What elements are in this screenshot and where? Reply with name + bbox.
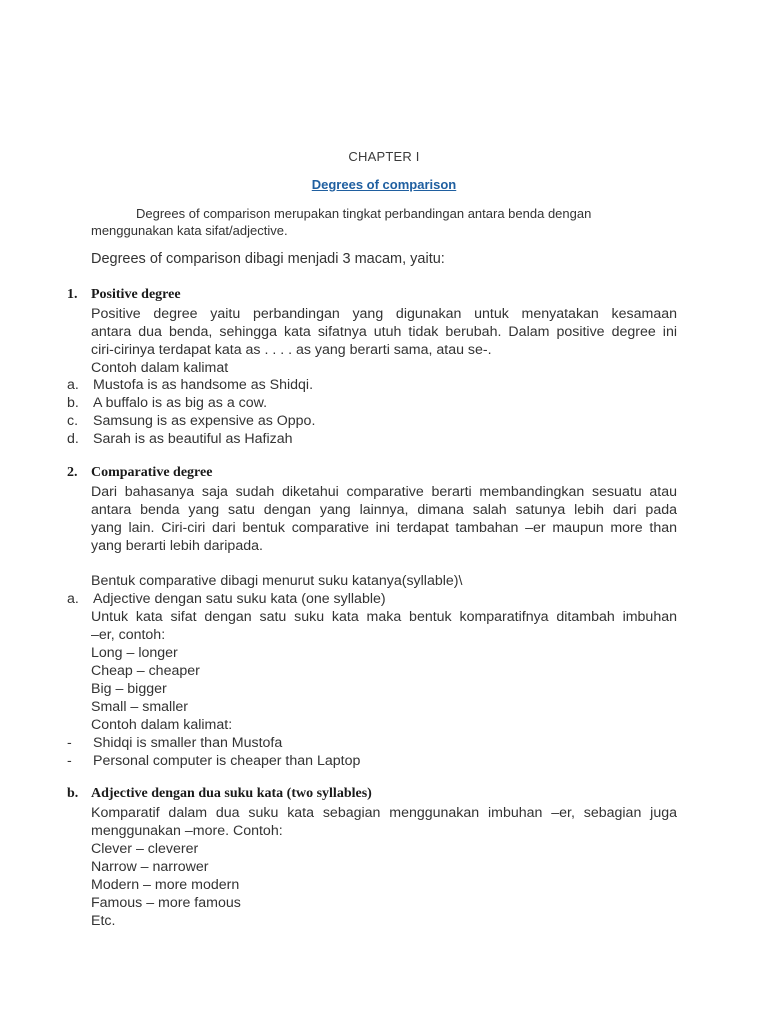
sub-b-description — [91, 804, 677, 930]
list-item — [67, 430, 293, 448]
sub-a-heading — [67, 590, 386, 608]
section-1-title: Positive degree — [91, 287, 181, 302]
section-2-title: Comparative degree — [91, 465, 213, 480]
sub-b-desc-line-2: menggunakan –more. Contoh: — [91, 823, 283, 839]
section-2-paragraph — [91, 483, 677, 555]
section-1-example-label: Contoh dalam kalimat — [91, 360, 229, 376]
sub-b-title: Adjective dengan dua suku kata (two syllables) — [91, 786, 372, 801]
section-1-number: 1. — [67, 287, 78, 302]
list-marker: a. — [67, 377, 79, 393]
word-pair: Etc. — [91, 913, 116, 929]
list-item — [67, 752, 360, 770]
sub-b-marker: b. — [67, 786, 79, 801]
list-item — [67, 394, 267, 412]
word-pair: Modern – more modern — [91, 877, 240, 893]
word-pair: Narrow – narrower — [91, 859, 209, 875]
intro-paragraph — [91, 205, 677, 239]
chapter-label: CHAPTER I — [348, 149, 420, 164]
word-pair: Cheap – cheaper — [91, 663, 200, 679]
document-title: Degrees of comparison — [311, 177, 457, 192]
sub-a-title: Adjective dengan satu suku kata (one syllable) — [93, 591, 386, 607]
sub-a-description — [91, 608, 677, 734]
list-marker: c. — [67, 413, 79, 429]
section-2-line-3: yang lain. Ciri-ciri dari bentuk comparative ini terdapat tambahan –er maupun more than — [91, 520, 677, 536]
lead-sentence: Degrees of comparison dibagi menjadi 3 macam, yaitu: — [91, 251, 445, 267]
list-marker: b. — [67, 395, 79, 411]
list-text: Personal computer is cheaper than Laptop — [93, 753, 361, 769]
word-pair: Big – bigger — [91, 681, 167, 697]
list-marker: d. — [67, 431, 79, 447]
list-text: Samsung is as expensive as Oppo. — [93, 413, 316, 429]
division-sentence: Bentuk comparative dibagi menurut suku katanya(syllable)\ — [91, 573, 463, 589]
list-text: A buffalo is as big as a cow. — [93, 395, 268, 411]
sub-a-example-label: Contoh dalam kalimat: — [91, 717, 233, 733]
sub-a-desc-line-1: Untuk kata sifat dengan satu suku kata maka bentuk komparatifnya ditambah imbuhan — [91, 609, 677, 625]
section-2-number: 2. — [67, 465, 78, 480]
list-text: Shidqi is smaller than Mustofa — [93, 735, 283, 751]
list-item — [67, 376, 313, 394]
sub-a-desc-line-2: –er, contoh: — [91, 627, 166, 643]
section-2-line-4: yang berarti lebih daripada. — [91, 538, 263, 554]
word-pair: Famous – more famous — [91, 895, 241, 911]
list-text: Mustofa is as handsome as Shidqi. — [93, 377, 314, 393]
section-1-line-2: antara dua benda, sehingga kata sifatnya utuh tidak berubah. Dalam positive degree ini — [91, 324, 677, 340]
intro-line-2: menggunakan kata sifat/adjective. — [91, 223, 288, 238]
list-marker: a. — [67, 591, 79, 607]
list-item — [67, 412, 315, 430]
word-pair: Small – smaller — [91, 699, 188, 715]
list-marker: - — [67, 753, 72, 769]
list-item — [67, 734, 282, 752]
section-2-line-2: antara benda yang satu dengan yang lainnya, dimana salah satunya lebih dari pada — [91, 502, 677, 518]
section-1-line-1: Positive degree yaitu perbandingan yang digunakan untuk menyatakan kesamaan — [91, 306, 677, 322]
section-1-line-3: ciri-cirinya terdapat kata as . . . . as yang berarti sama, atau se-. — [91, 342, 492, 358]
word-pair: Clever – cleverer — [91, 841, 199, 857]
section-2-line-1: Dari bahasanya saja sudah diketahui comparative berarti membandingkan sesuatu atau — [91, 484, 677, 500]
intro-line-1: Degrees of comparison merupakan tingkat perbandingan antara benda dengan — [136, 206, 592, 221]
list-text: Sarah is as beautiful as Hafizah — [93, 431, 293, 447]
list-marker: - — [67, 735, 72, 751]
section-1-paragraph — [91, 305, 677, 377]
word-pair: Long – longer — [91, 645, 178, 661]
sub-b-desc-line-1: Komparatif dalam dua suku kata sebagian menggunakan imbuhan –er, sebagian juga — [91, 805, 677, 821]
